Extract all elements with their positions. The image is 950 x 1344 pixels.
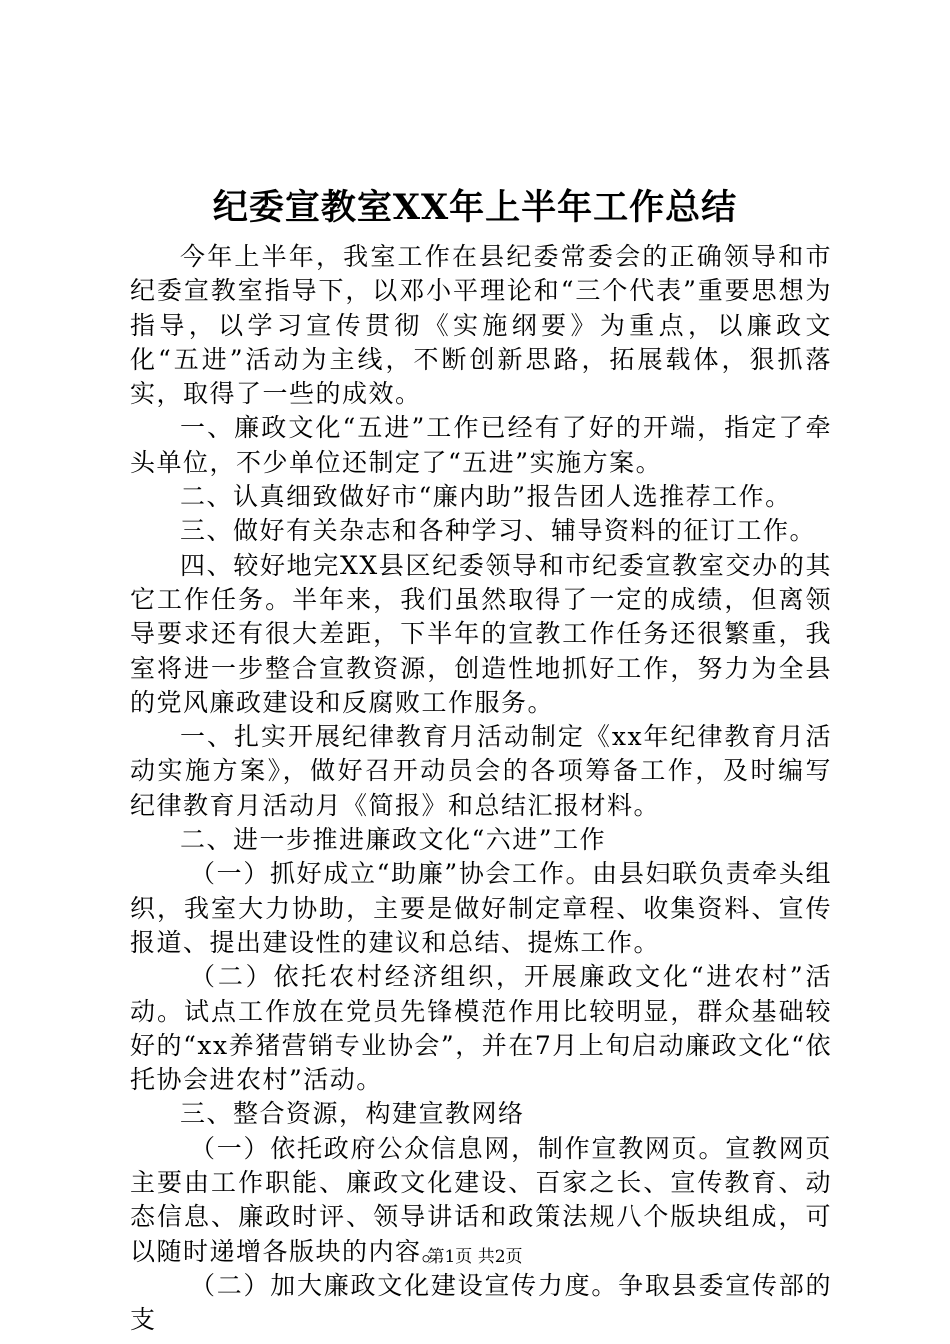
plan-2-item-2: （二）依托农村经济组织，开展廉政文化“进农村”活动。试点工作放在党员先锋模范作用比较明显，群众基础较好的“xx养猪营销专业协会”，并在7月上旬启动廉政文化“依托协会进农村”活动。 <box>130 962 832 1095</box>
achievement-paragraph-4: 四、较好地完XX县区纪委领导和市纪委宣教室交办的其它工作任务。半年来，我们虽然取得了一定的成绩，但离领导要求还有很大差距，下半年的宣教工作任务还很繁重，我室将进一步整合宣教资源，创造性地抓好工作，努力为全县的党风廉政建设和反腐败工作服务。 <box>130 550 832 717</box>
plan-heading-2: 二、进一步推进廉政文化“六进”工作 <box>180 825 607 855</box>
plan-paragraph-1: 一、扎实开展纪律教育月活动制定《xx年纪律教育月活动实施方案》，做好召开动员会的各项筹备工作，及时编写纪律教育月活动月《简报》和总结汇报材料。 <box>130 722 832 820</box>
document-body <box>130 240 832 1338</box>
intro-paragraph: 今年上半年，我室工作在县纪委常委会的正确领导和市纪委宣教室指导下，以邓小平理论和“三个代表”重要思想为指导，以学习宣传贯彻《实施纲要》为重点，以廉政文化“五进”活动为主线，不断创新思路，拓展载体，狠抓落实，取得了一些的成效。 <box>130 242 832 409</box>
achievement-paragraph-1: 一、廉政文化“五进”工作已经有了好的开端，指定了牵头单位，不少单位还制定了“五进”实施方案。 <box>130 413 832 477</box>
document-title: 纪委宣教室XX年上半年工作总结 <box>212 187 738 228</box>
plan-heading-3: 三、整合资源，构建宣教网络 <box>180 1099 525 1129</box>
plan-3-item-2: （二）加大廉政文化建设宣传力度。争取县委宣传部的支 <box>130 1270 832 1335</box>
achievement-paragraph-2: 二、认真细致做好市“廉内助”报告团人选推荐工作。 <box>180 482 792 512</box>
page-number-footer: 第1页 共2页 <box>427 1247 523 1267</box>
plan-2-item-1: （一）抓好成立“助廉”协会工作。由县妇联负责牵头组织，我室大力协助，主要是做好制定章程、收集资料、宣传报道、提出建设性的建议和总结、提炼工作。 <box>130 859 832 957</box>
achievement-paragraph-3: 三、做好有关杂志和各种学习、辅导资料的征订工作。 <box>180 516 817 546</box>
plan-3-item-1: （一）依托政府公众信息网，制作宣教网页。宣教网页主要由工作职能、廉政文化建设、百家之长、宣传教育、动态信息、廉政时评、领导讲话和政策法规八个版块组成，可以随时递增各版块的内容。 <box>130 1133 832 1266</box>
